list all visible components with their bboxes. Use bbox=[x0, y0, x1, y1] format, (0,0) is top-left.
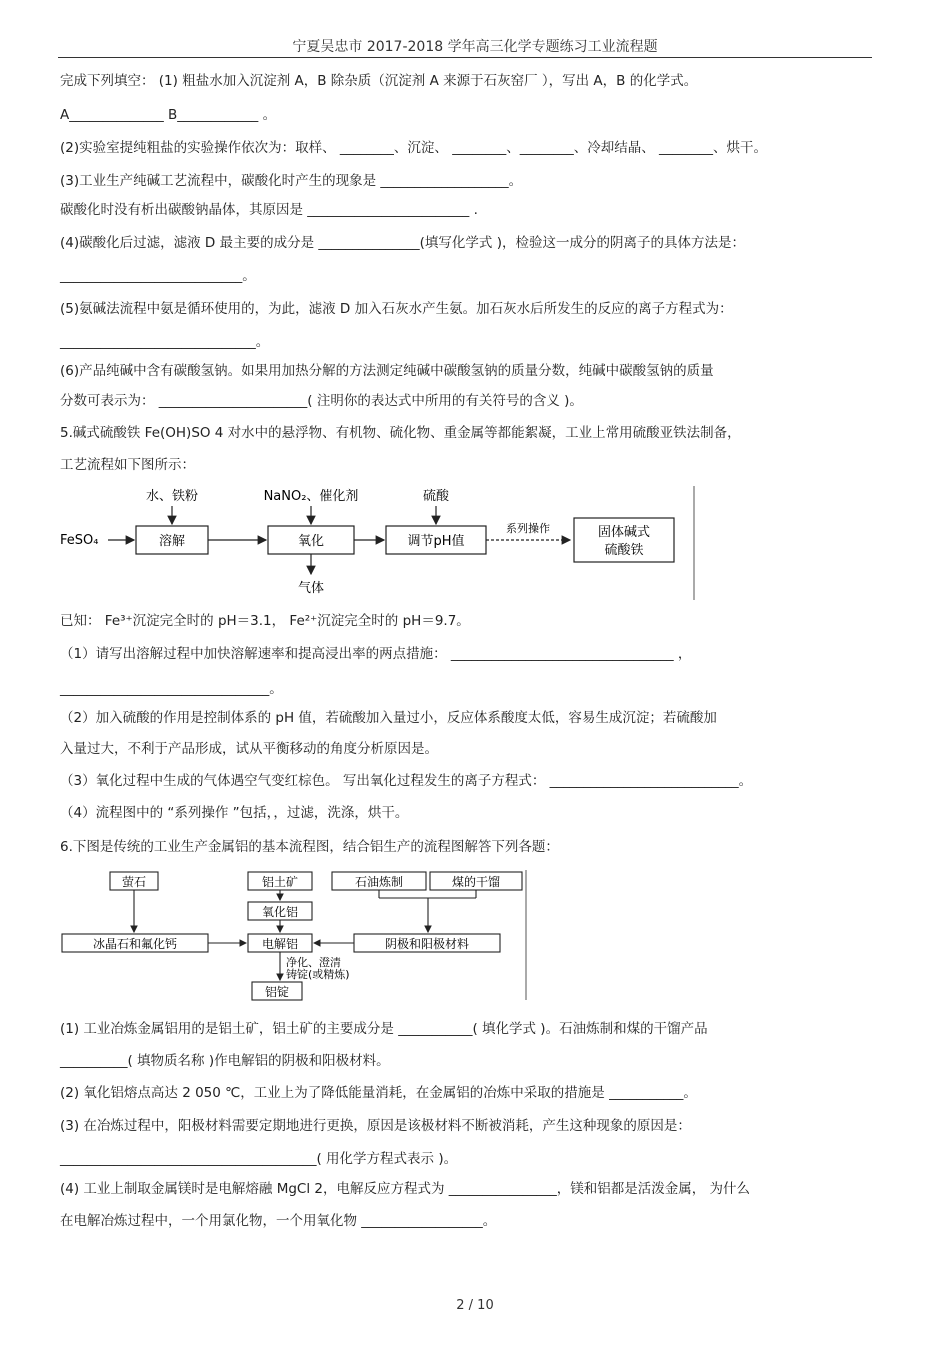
text-line: （1）请写出溶解过程中加快溶解速率和提高浸出率的两点措施： _________________________________ ， bbox=[60, 646, 692, 662]
flow-output-line2: 硫酸铁 bbox=[604, 543, 644, 558]
text-line: 完成下列填空： (1) 粗盐水加入沉淀剂 A，B 除杂质（沉淀剂 A 来源于石灰窑厂 ），写出 A，B 的化学式。 bbox=[60, 73, 698, 89]
flow2-petroleum: 石油炼制 bbox=[354, 875, 404, 889]
flow2-fluorite: 萤石 bbox=[121, 875, 147, 889]
text-line: __________( 填物质名称 )作电解铝的阴极和阳极材料。 bbox=[60, 1053, 390, 1069]
text-line: _____________________________。 bbox=[60, 334, 270, 350]
header-divider bbox=[58, 57, 872, 58]
text-line: ___________________________。 bbox=[60, 268, 256, 284]
page-number: 2 / 10 bbox=[456, 1298, 494, 1313]
text-line: 分数可表示为： ______________________( 注明你的表达式中所用的有关符号的含义 )。 bbox=[60, 393, 583, 409]
text-line: _______________________________。 bbox=[60, 681, 283, 697]
flow2-electrolysis: 电解铝 bbox=[261, 937, 299, 951]
flow-product-gas: 气体 bbox=[297, 581, 325, 596]
flow-step-oxidize: 氧化 bbox=[297, 534, 325, 549]
flow2-bauxite: 铝土矿 bbox=[261, 875, 299, 889]
text-line: 碳酸化时没有析出碳酸钠晶体，其原因是 ________________________ . bbox=[60, 202, 478, 218]
flow2-ingot: 铝锭 bbox=[264, 985, 290, 999]
text-line: （2）加入硫酸的作用是控制体系的 pH 值，若硫酸加入量过小，反应体系酸度太低，容易生成沉淀；若硫酸加 bbox=[60, 710, 717, 726]
text-line: (1) 工业冶炼金属铝用的是铝土矿，铝土矿的主要成分是 ___________( 填化学式 )。石油炼制和煤的干馏产品 bbox=[60, 1021, 708, 1037]
text-line: (3)工业生产纯碱工艺流程中，碳酸化时产生的现象是 ___________________。 bbox=[60, 173, 523, 189]
text-line: A______________ B____________ 。 bbox=[60, 107, 277, 123]
flow-reagent-nano2: NaNO₂、催化剂 bbox=[263, 489, 359, 504]
text-line: ______________________________________( 用化学方程式表示 )。 bbox=[60, 1151, 458, 1167]
text-line: (3) 在冶炼过程中，阳极材料需要定期地进行更换，原因是该极材料不断被消耗，产生这种现象的原因是： bbox=[60, 1118, 691, 1134]
flow-arrow-series-ops: 系列操作 bbox=[506, 522, 550, 535]
text-line: (4)碳酸化后过滤，滤液 D 最主要的成分是 _______________(填写化学式 )，检验这一成分的阴离子的具体方法是： bbox=[60, 235, 745, 251]
flow-reagent-water-iron: 水、铁粉 bbox=[145, 489, 199, 504]
text-line: (2) 氧化铝熔点高达 2 050 ℃，工业上为了降低能量消耗，在金属铝的冶炼中采取的措施是 ___________。 bbox=[60, 1085, 697, 1101]
flow2-alumina: 氧化铝 bbox=[261, 905, 299, 919]
text-line: （4）流程图中的 “系列操作 ”包括，，过滤，洗涤，烘干。 bbox=[60, 805, 409, 821]
flow2-coal: 煤的干馏 bbox=[451, 875, 501, 889]
flow-output-line1: 固体碱式 bbox=[597, 525, 651, 540]
flow-input-label: FeSO₄ bbox=[60, 533, 99, 548]
text-line: (5)氨碱法流程中氨是循环使用的，为此，滤液 D 加入石灰水产生氨。加石灰水后所发生的反应的离子方程式为： bbox=[60, 301, 733, 317]
flow-diagram-aluminum bbox=[60, 868, 530, 1002]
flow2-refine2: 铸锭(或精炼) bbox=[286, 968, 350, 981]
text-line: 6.下图是传统的工业生产金属铝的基本流程图，结合铝生产的流程图解答下列各题： bbox=[60, 839, 559, 855]
text-line: (4) 工业上制取金属镁时是电解熔融 MgCl 2，电解反应方程式为 ________________，镁和铝都是活泼金属， 为什么 bbox=[60, 1181, 751, 1197]
text-line: 已知： Fe³⁺沉淀完全时的 pH＝3.1， Fe²⁺沉淀完全时的 pH＝9.7。 bbox=[60, 613, 470, 629]
text-line: 入量过大，不利于产品形成，试从平衡移动的角度分析原因是。 bbox=[60, 741, 438, 757]
flow-reagent-acid: 硫酸 bbox=[422, 489, 450, 504]
text-line: （3）氧化过程中生成的气体遇空气变红棕色。 写出氧化过程发生的离子方程式： ____________________________。 bbox=[60, 773, 753, 789]
text-line: (6)产品纯碱中含有碳酸氢钠。如果用加热分解的方法测定纯碱中碳酸氢钠的质量分数，纯碱中碳酸氢钠的质量 bbox=[60, 363, 714, 379]
text-line: 工艺流程如下图所示： bbox=[60, 457, 195, 473]
flow2-cryolite: 冰晶石和氟化钙 bbox=[92, 937, 178, 951]
flow-step-ph: 调节pH值 bbox=[407, 534, 465, 549]
flow2-electrodes: 阴极和阳极材料 bbox=[384, 937, 470, 951]
flow-diagram-ferric bbox=[58, 484, 698, 602]
text-line: 在电解冶炼过程中，一个用氯化物，一个用氧化物 __________________。 bbox=[60, 1213, 497, 1229]
flow2-refine1: 净化、澄清 bbox=[286, 956, 341, 969]
text-line: 5.碱式硫酸铁 Fe(OH)SO 4 对水中的悬浮物、有机物、硫化物、重金属等都能絮凝，工业上常用硫酸亚铁法制备， bbox=[60, 425, 741, 441]
text-line: (2)实验室提纯粗盐的实验操作依次为：取样、 ________、沉淀、 ________、________、冷却结晶、 ________、烘干。 bbox=[60, 140, 767, 156]
page-header: 宁夏吴忠市 2017-2018 学年高三化学专题练习工业流程题 bbox=[292, 39, 658, 55]
flow-step-dissolve: 溶解 bbox=[158, 534, 186, 549]
